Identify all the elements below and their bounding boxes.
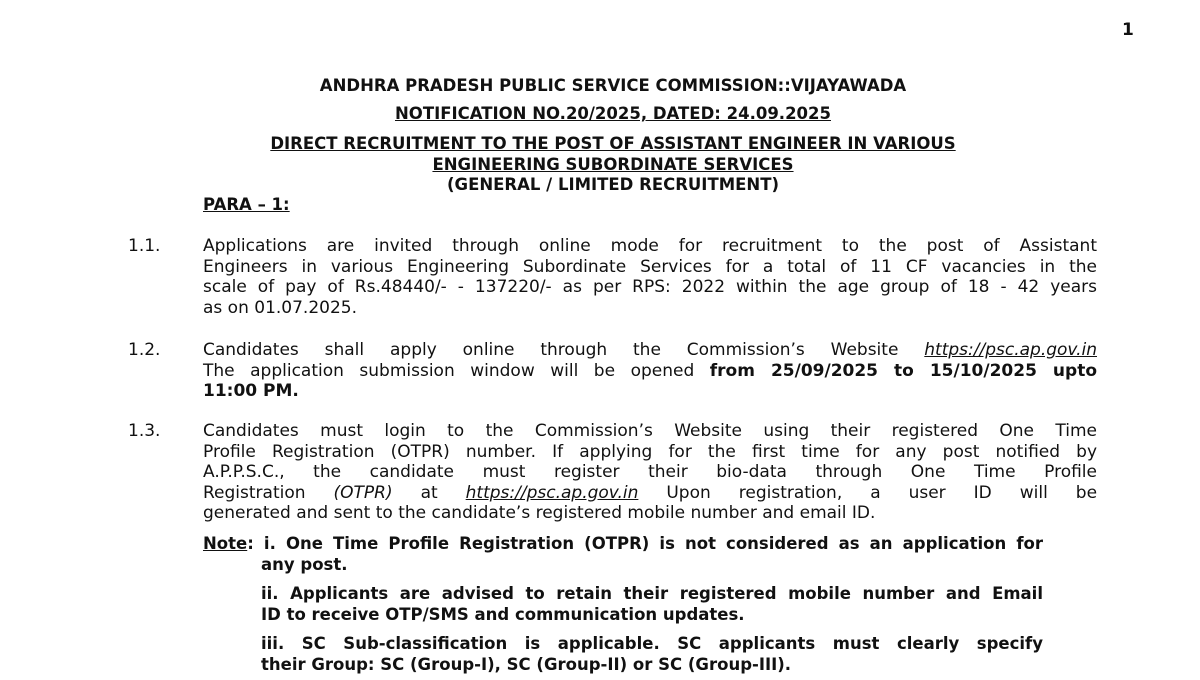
item-1-3-body	[203, 421, 1097, 524]
application-window-time: 11:00 PM.	[203, 381, 299, 401]
website-link[interactable]: https://psc.ap.gov.in	[924, 340, 1097, 360]
item-1-3-text: Registration	[203, 482, 306, 503]
item-1-3-text: at	[420, 482, 438, 503]
note-line: any post.	[261, 554, 348, 574]
subtitle: (GENERAL / LIMITED RECRUITMENT)	[447, 175, 779, 194]
item-1-3-line: Candidates must login to the Commission’s Website using their registered One Time	[203, 421, 1097, 441]
page-number: 1	[1122, 20, 1134, 40]
item-1-2-line	[203, 381, 1097, 402]
application-window-dates: from 25/09/2025 to 15/10/2025 upto	[709, 360, 1097, 381]
item-1-2-body	[203, 340, 1097, 402]
item-1-1-line: as on 01.07.2025.	[203, 297, 357, 318]
title-line-2	[0, 155, 1200, 175]
note-block	[203, 534, 1043, 675]
item-1-3-text: Upon registration, a user ID will be	[666, 482, 1098, 503]
note-line: iii. SC Sub-classification is applicable. SC applicants must clearly specify	[261, 634, 1043, 653]
item-1-1-body	[203, 236, 1097, 318]
title-line-2-text: ENGINEERING SUBORDINATE SERVICES	[432, 155, 794, 174]
notification-heading	[0, 104, 1200, 124]
website-link[interactable]: https://psc.ap.gov.in	[465, 482, 639, 503]
item-1-2-line	[203, 361, 1097, 382]
note-line	[203, 534, 1043, 555]
note-line: ii. Applicants are advised to retain their registered mobile number and Email	[261, 584, 1043, 603]
item-1-2-number: 1.2.	[128, 340, 161, 360]
item-1-3-line	[203, 483, 1097, 504]
item-1-3-number: 1.3.	[128, 421, 161, 441]
notification-text: NOTIFICATION NO.20/2025, DATED: 24.09.2025	[394, 104, 831, 123]
item-1-3-line: generated and sent to the candidate’s registered mobile number and email ID.	[203, 503, 876, 523]
item-1-1-line: Engineers in various Engineering Subordinate Services for a total of 11 CF vacancies in the	[203, 256, 1097, 277]
item-1-3-line: A.P.P.S.C., the candidate must register their bio-data through One Time Profile	[203, 462, 1097, 482]
title-line-1-text: DIRECT RECRUITMENT TO THE POST OF ASSISTANT ENGINEER IN VARIOUS	[270, 134, 956, 153]
note-line: ID to receive OTP/SMS and communication updates.	[261, 604, 745, 624]
commission-heading: ANDHRA PRADESH PUBLIC SERVICE COMMISSION::VIJAYAWADA	[319, 76, 907, 95]
note-label: Note	[203, 534, 248, 553]
note-1-text: : i. One Time Profile Registration (OTPR) is not considered as an application for	[247, 534, 1043, 553]
item-1-1-line: scale of pay of Rs.48440/- - 137220/- as per RPS: 2022 within the age group of 18 - 42 years	[203, 277, 1097, 297]
title-line-1	[0, 134, 1200, 154]
para-label: PARA – 1:	[203, 195, 290, 214]
item-1-1-number: 1.1.	[128, 236, 161, 256]
item-1-2-text: The application submission window will be opened	[203, 360, 695, 381]
otpr-italic: (OTPR)	[333, 482, 393, 503]
item-1-2-text: Candidates shall apply online through the Commission’s Website	[203, 340, 899, 360]
item-1-2-line	[203, 340, 1097, 361]
item-1-1-line: Applications are invited through online mode for recruitment to the post of Assistant	[203, 236, 1097, 256]
note-line: their Group: SC (Group-I), SC (Group-II) or SC (Group-III).	[261, 654, 792, 674]
item-1-3-line: Profile Registration (OTPR) number. If applying for the first time for any post notified by	[203, 441, 1097, 462]
